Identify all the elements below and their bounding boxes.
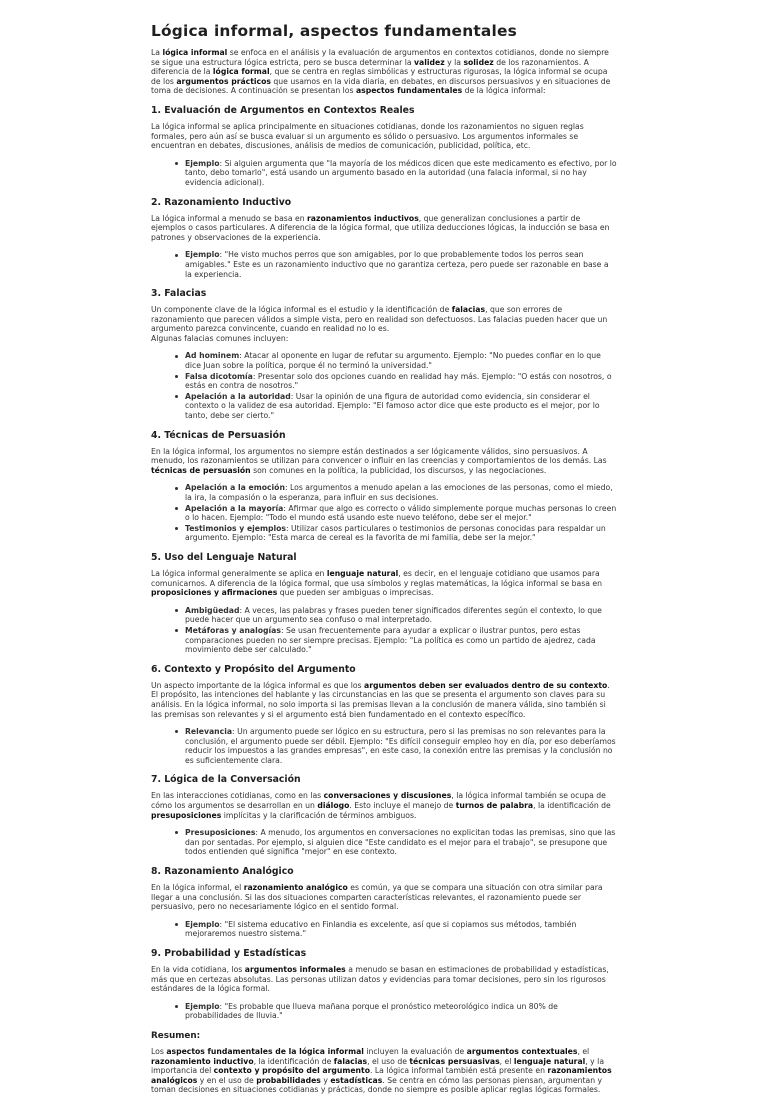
sections-container (151, 105, 617, 1021)
text-run: de la lógica informal: (462, 86, 546, 96)
bold-term: lenguaje natural (513, 1056, 586, 1066)
bold-term: Metáforas y analogías (185, 625, 281, 635)
text-run: La lógica informal generalmente se aplica en (151, 568, 327, 578)
text-run: , y la importancia del (151, 1056, 605, 1076)
section-title: 5. Uso del Lenguaje Natural (151, 551, 297, 563)
bold-term: estadísticas (330, 1075, 383, 1085)
bullet-item (185, 483, 617, 502)
text-run: que usamos en la vida diaria, en debates, en discursos persuasivos y en situaciones de toma de decisiones. A continuación se presentan los (151, 76, 611, 96)
bold-term: diálogo (317, 801, 350, 811)
text-run: : Atacar al oponente en lugar de refutar su argumento. Ejemplo: "No puedes confiar en lo que dice Juan sobre la política, porque él no terminó la universidad." (185, 351, 601, 371)
section-paragraph (151, 305, 617, 343)
text-run: : Utilizar casos particulares o testimonios de personas conocidas para respaldar un argumento. Ejemplo: "Esta marca de cereal es la favorita de mi familia, debe ser la mejor." (185, 523, 606, 543)
bullet-item (185, 392, 617, 421)
bold-term: razonamientos inductivos (307, 213, 419, 223)
text-run: Los (151, 1046, 167, 1056)
bold-term: Ejemplo (185, 158, 220, 168)
bold-term: Testimonios y ejemplos (185, 523, 287, 533)
text-run: : Afirmar que algo es correcto o válido simplemente porque muchas personas lo creen o lo hacen. Ejemplo: "Todo el mundo está usando este nuevo teléfono, debe ser el mejor." (185, 503, 617, 523)
bold-term: Falsa dicotomía (185, 371, 253, 381)
document (151, 22, 617, 1103)
text-run: : "Es probable que llueva mañana porque el pronóstico meteorológico indica un 80% de probabilidades de lluvia." (185, 1001, 558, 1021)
bullet-list (151, 828, 617, 857)
bullet-item (185, 626, 617, 655)
bullet-list (151, 606, 617, 655)
section-title: 4. Técnicas de Persuasión (151, 429, 286, 441)
bold-term: contexto y propósito del argumento (213, 1066, 370, 1076)
text-run: : "El sistema educativo en Finlandia es excelente, así que si copiamos sus métodos, también mejoraremos nuestro sistema." (185, 919, 577, 939)
section-title: 1. Evaluación de Argumentos en Contextos Reales (151, 104, 415, 116)
bullet-list (151, 727, 617, 765)
text-run: En las interacciones cotidianas, como en las (151, 791, 324, 801)
bullet-item (185, 372, 617, 391)
text-run: y en el uso de (197, 1075, 257, 1085)
bold-term: Ejemplo (185, 250, 220, 260)
text-run: , la identificación de (533, 801, 611, 811)
bold-term: conversaciones y discusiones (323, 791, 452, 801)
text-run: , el (577, 1046, 590, 1056)
bullet-list (151, 483, 617, 543)
text-run: . Esto incluye el manejo de (349, 801, 456, 811)
text-run: . La lógica informal también está presente en (370, 1066, 548, 1076)
bold-term: Apelación a la emoción (185, 483, 285, 493)
section-paragraph (151, 681, 617, 719)
text-run: : Presentar solo dos opciones cuando en realidad hay más. Ejemplo: "O estás con nosotros, o estás en contra de nosotros." (185, 371, 612, 391)
section-title: 9. Probabilidad y Estadísticas (151, 948, 307, 959)
bold-term: falacias (451, 305, 486, 315)
text-run: , la lógica informal también se ocupa de cómo los argumentos se desarrollan en un (151, 791, 606, 811)
text-run: La lógica informal a menudo se basa en (151, 213, 308, 223)
bold-term: argumentos informales (244, 965, 346, 974)
text-run: La lógica informal se aplica principalmente en situaciones cotidianas, donde los razonamientos no siguen reglas formales, pero aún así se busca evaluar si un argumento es sólido o persuasivo. Los argumentos informales se encuentran en debates, discusiones, análisis de medios de comunicación, publicidad, política, etc. (151, 121, 584, 151)
bullet-item (185, 250, 617, 279)
text-run: , que generalizan conclusiones a partir de ejemplos o casos particulares. A diferencia de la lógica formal, que utiliza deducciones lógicas, la inducción se basa en patrones y observaciones de la experiencia. (151, 213, 610, 242)
bold-term: solidez (463, 57, 494, 67)
bold-term: aspectos fundamentales (355, 86, 463, 96)
text-run: : Si alguien argumenta que "la mayoría de los médicos dicen que este medicamento es efectivo, por lo tanto, debo tomarlo", está usando un argumento basado en la autoridad (una falacia informal, si no hay evidencia adicional). (185, 158, 617, 187)
text-run: implícitas y la clarificación de términos ambiguos. (221, 810, 417, 820)
bold-term: razonamiento analógico (243, 883, 348, 893)
bold-term: validez (414, 57, 445, 67)
text-run: En la lógica informal, el (151, 883, 244, 893)
bold-term: presuposiciones (151, 810, 222, 820)
text-run: , el (499, 1056, 514, 1066)
bullet-item (185, 351, 617, 370)
text-run: , el uso de (367, 1056, 410, 1066)
text-run: que pueden ser ambiguas o imprecisas. (277, 588, 434, 598)
bold-term: Apelación a la autoridad (185, 391, 291, 401)
text-run: Un aspecto importante de la lógica informal es que los (151, 680, 365, 690)
bullet-item (185, 159, 617, 188)
text-run: . El propósito, las intenciones del hablante y las circunstancias en las que se presenta el argumento son claves para su análisis. En la lógica informal, no solo importa si las premisas llevan a la conclusión de manera válida, sino también si las premisas son relevantes y si el argumento está bien fundamentado en el contexto específico. (151, 680, 610, 719)
bold-term: falacias (333, 1056, 368, 1066)
bold-term: Ejemplo (185, 1001, 220, 1011)
bold-term: técnicas persuasivas (409, 1056, 500, 1066)
text-run: : Los argumentos a menudo apelan a las emociones de las personas, como el miedo, la ira, la compasión o la esperanza, para influir en sus decisiones. (185, 483, 613, 502)
bold-term: Presuposiciones (185, 828, 256, 838)
summary-title: Resumen: (151, 1030, 201, 1041)
section-paragraph (151, 122, 617, 151)
text-run: son comunes en la política, la publicidad, los discursos, y las negociaciones. (250, 465, 547, 475)
bullet-item (185, 606, 617, 625)
text-run: Un componente clave de la lógica informal es el estudio y la identificación de (151, 305, 452, 315)
section-title: 3. Falacias (151, 288, 207, 300)
text-run: En la lógica informal, los argumentos no siempre están destinados a ser lógicamente válidos, sino persuasivos. A menudo, los razonamientos se utilizan para convencer o influir en las creencias y comportamientos de los demás. Las (151, 446, 607, 466)
text-run: En la vida cotidiana, los (151, 965, 245, 974)
bold-term: aspectos fundamentales de la lógica informal (166, 1046, 364, 1056)
section-title: 8. Razonamiento Analógico (151, 866, 294, 878)
bold-term: técnicas de persuasión (151, 465, 251, 475)
text-run: , que se centra en reglas simbólicas y estructuras rigurosas, la lógica informal se ocupa de los (151, 67, 608, 86)
text-run: La (151, 48, 163, 57)
bold-term: argumentos prácticos (176, 76, 271, 86)
summary-paragraph (151, 1047, 617, 1095)
bullet-item (185, 524, 617, 543)
bullet-item (185, 1002, 617, 1021)
bullet-list (151, 250, 617, 279)
bullet-list (151, 920, 617, 939)
bullet-item (185, 920, 617, 939)
section-title: 7. Lógica de la Conversación (151, 774, 301, 786)
text-run: : "He visto muchos perros que son amigables, por lo que probablemente todos los perros sean amigables." Este es un razonamiento inductivo que no garantiza certeza, pero puede ser razonable en base a la experiencia. (185, 250, 609, 279)
text-run: : A veces, las palabras y frases pueden tener significados diferentes según el contexto, lo que puede hacer que un argumento sea confuso o mal interpretado. (185, 605, 602, 625)
bold-term: lógica informal (162, 48, 228, 57)
text-run: : Usar la opinión de una figura de autoridad como evidencia, sin considerar el contexto o la validez de esa autoridad. Ejemplo: "El famoso actor dice que este producto es el mejor, por lo tanto, debe ser cierto." (185, 391, 600, 421)
text-run: : A menudo, los argumentos en conversaciones no explicitan todas las premisas, sino que las dan por sentadas. Por ejemplo, si alguien dice "Este candidato es el mejor para el trabajo", se presupone que todos entienden qué significa "mejor" en ese contexto. (185, 828, 616, 857)
section-title: 6. Contexto y Propósito del Argumento (151, 663, 356, 675)
text-run: . Se centra en cómo las personas piensan, argumentan y toman decisiones en situaciones cotidianas y prácticas, donde no siempre es posible aplicar reglas lógicas formales. (151, 1075, 603, 1095)
text-run: de los razonamientos. A diferencia de la (151, 57, 589, 77)
section-paragraph (151, 883, 617, 912)
bold-term: probabilidades (256, 1075, 321, 1085)
text-run: incluyen la evaluación de (363, 1046, 467, 1056)
section-paragraph (151, 569, 617, 598)
bullet-item (185, 828, 617, 857)
bold-term: Ejemplo (185, 919, 220, 929)
bullet-item (185, 504, 617, 523)
text-run: se enfoca en el análisis y la evaluación de argumentos en contextos cotidianos, donde no siempre se sigue una estructura lógica estricta, pero se busca determinar la (151, 48, 609, 67)
text-run: y (320, 1075, 331, 1085)
bold-term: razonamiento inductivo (151, 1056, 254, 1066)
bold-term: lenguaje natural (326, 568, 399, 578)
bullet-list (151, 159, 617, 188)
bullet-list (151, 351, 617, 420)
section-paragraph (151, 791, 617, 820)
section-title: 2. Razonamiento Inductivo (151, 196, 292, 208)
text-run: es común, ya que se compara una situación con otra similar para llegar a una conclusión. Si las dos situaciones comparten características relevantes, el razonamiento puede ser persuasivo, pero no necesariamente lógico en el sentido formal. (151, 883, 603, 912)
text-run: : Un argumento puede ser lógico en su estructura, pero si las premisas no son relevantes para la conclusión, el argumento puede ser débil. Ejemplo: "Es difícil conseguir empleo hoy en día, por eso deberíamos reducir los impuestos a las grandes empresas", en este caso, la conexión entre las premisas y la conclusión no es suficientemente clara. (185, 727, 616, 765)
bold-term: Apelación a la mayoría (185, 503, 284, 513)
document-title: Lógica informal, aspectos fundamentales (151, 22, 517, 40)
intro-paragraph (151, 48, 617, 96)
bold-term: turnos de palabra (455, 801, 534, 811)
bold-term: Ad hominem (185, 351, 240, 361)
text-run: , la identificación de (253, 1056, 334, 1066)
text-run: y la (444, 57, 464, 67)
bold-term: lógica formal (212, 67, 270, 77)
bold-term: proposiciones y afirmaciones (151, 588, 278, 598)
text-run: , que son errores de razonamiento que parecen válidos a simple vista, pero en realidad son defectuosos. Las falacias pueden hacer que un argumento parezca convincente, cuando en realidad no lo es. Algunas falacias comunes incluyen: (151, 305, 608, 343)
text-run: : Se usan frecuentemente para ayudar a explicar o ilustrar puntos, pero estas comparaciones pueden no ser siempre precisas. Ejemplo: "La política es como un partido de ajedrez, cada movimiento debe ser calculado." (185, 625, 596, 655)
bold-term: Relevancia (185, 727, 233, 737)
bold-term: argumentos contextuales (466, 1046, 578, 1056)
bold-term: argumentos deben ser evaluados dentro de su contexto (364, 680, 608, 690)
section-paragraph (151, 214, 617, 243)
text-run: , es decir, en el lenguaje cotidiano que usamos para comunicarnos. A diferencia de la lógica formal, que usa símbolos y reglas matemáticas, la lógica informal se basa en (151, 568, 602, 588)
bullet-item (185, 727, 617, 765)
text-run: a menudo se basan en estimaciones de probabilidad y estadísticas, más que en certezas absolutas. Las personas utilizan datos y evidencias para tomar decisiones, pero sin los rigurosos estándares de la lógica formal. (151, 965, 609, 994)
bold-term: razonamientos analógicos (151, 1066, 612, 1085)
section-paragraph (151, 965, 617, 994)
bold-term: Ambigüedad (185, 605, 240, 615)
bullet-list (151, 1002, 617, 1021)
section-paragraph (151, 447, 617, 476)
